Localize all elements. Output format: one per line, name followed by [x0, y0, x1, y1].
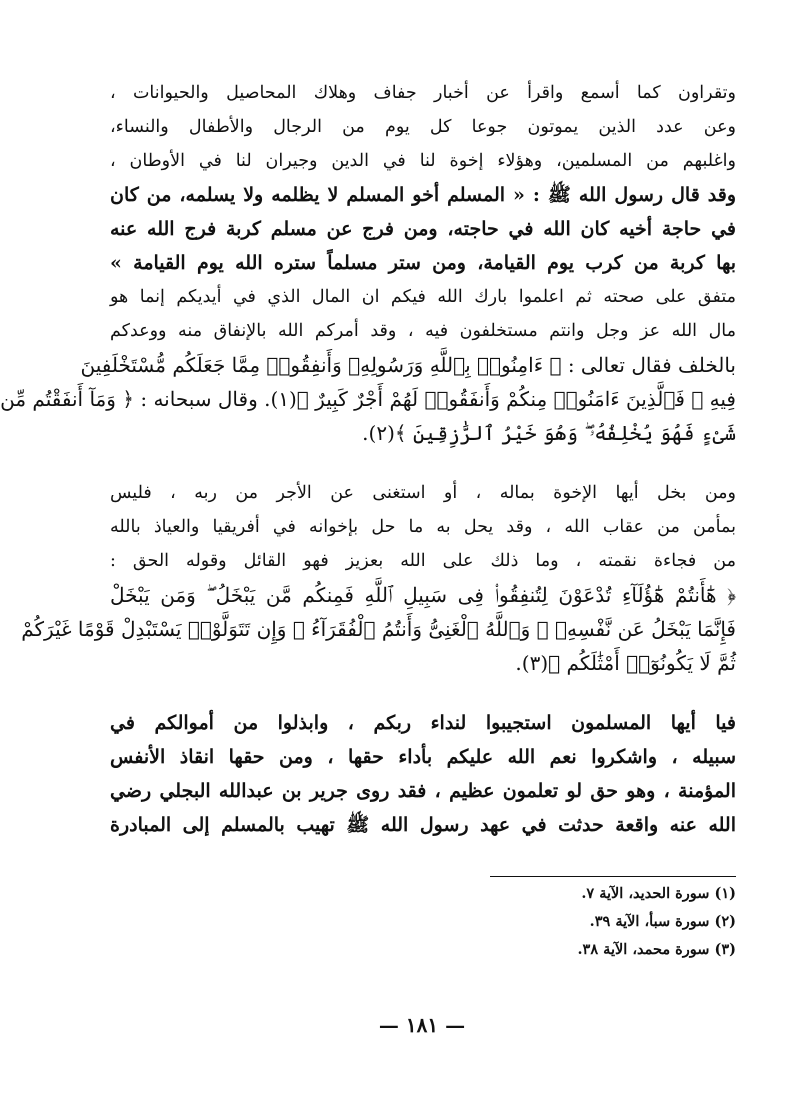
text-line: وعن عدد الذين يموتون جوعا كل يوم من الرجال والأطفال والنساء،	[110, 117, 736, 137]
quran-verse-line: ثُمَّ لَا يَكُونُوٓا۟ أَمْثَٰلَكُم ﴾(٣).	[515, 651, 736, 675]
quran-verse-line: شَىْءٍ فَهُوَ يُخْلِفُهُۥ ۖ وَهُوَ خَيْرُ ٱلرَّٰزِقِينَ ﴾(٢).	[362, 421, 736, 445]
text-line: مال الله عز وجل وانتم مستخلفون فيه ، وقد أمركم الله بالإنفاق منه ووعدكم	[110, 321, 736, 341]
text-line: بمأمن من عقاب الله ، وقد يحل به ما حل بإخوانه في أفريقيا والعياذ بالله	[110, 517, 736, 537]
hadith-line: بها كربة من كرب يوم القيامة، ومن ستر مسلماً ستره الله يوم القيامة »	[110, 252, 736, 274]
quran-verse-line: فِيهِ ۖ فَٱلَّذِينَ ءَامَنُوا۟ مِنكُمْ وَأَنفَقُوا۟ لَهُمْ أَجْرٌ كَبِيرٌ ﴾(١). وقال سبحانه : ﴿ وَمَآ أَنفَقْتُم مِّن	[0, 387, 736, 411]
hadith-line: في حاجة أخيه كان الله في حاجته، ومن فرج عن مسلم كربة فرج الله عنه	[110, 218, 736, 240]
footnote: (١) سورة الحديد، الآية ٧.	[581, 885, 736, 902]
text-line: من فجاءة نقمته ، وما ذلك على الله بعزيز فهو القائل وقوله الحق :	[110, 551, 736, 571]
footnote: (٢) سورة سبأ، الآية ٣٩.	[589, 913, 736, 930]
text-line: فيا أيها المسلمون استجيبوا لنداء ربكم ، وابذلوا من أموالكم في	[110, 712, 736, 734]
footnotes	[436, 880, 736, 964]
text-line: واغلبهم من المسلمين، وهؤلاء إخوة لنا في الدين وجيران لنا في الأوطان ،	[110, 151, 736, 171]
text-line: المؤمنة ، وهو حق لو تعلمون عظيم ، فقد روى جرير بن عبدالله البجلي رضي	[110, 780, 736, 802]
page-body	[0, 76, 736, 842]
page-number: — ١٨١ —	[378, 1013, 466, 1037]
quran-verse-line: بالخلف فقال تعالى : ﴿ ءَامِنُوا۟ بِٱللَّهِ وَرَسُولِهِۦ وَأَنفِقُوا۟ مِمَّا جَعَلَكُم مُّسْتَخْلَفِينَ	[80, 353, 736, 377]
text-line: متفق على صحته ثم اعلموا بارك الله فيكم ان المال الذي في أيديكم إنما هو	[110, 287, 736, 307]
footnote: (٣) سورة محمد، الآية ٣٨.	[577, 941, 736, 958]
quran-verse-line: فَإِنَّمَا يَبْخَلُ عَن نَّفْسِهِۦ ۚ وَٱللَّهُ ٱلْغَنِىُّ وَأَنتُمُ ٱلْفُقَرَآءُ ۚ وَإِن تَتَوَلَّوْا۟ يَسْتَبْدِلْ قَوْمًا غَيْرَكُمْ	[21, 617, 736, 641]
hadith-line: وقد قال رسول الله ﷺ : « المسلم أخو المسلم لا يظلمه ولا يسلمه، من كان	[110, 184, 736, 206]
quran-verse-line: ﴿ هَٰٓأَنتُمْ هَٰٓؤُلَآءِ تُدْعَوْنَ لِتُنفِقُوا۟ فِى سَبِيلِ ٱللَّهِ فَمِنكُم مَّن يَبْخَلُ ۖ وَمَن يَبْخَلْ	[110, 583, 736, 607]
text-line: سبيله ، واشكروا نعم الله عليكم بأداء حقها ، ومن حقها انقاذ الأنفس	[110, 746, 736, 768]
text-line: وتقراون كما أسمع واقرأ عن أخبار جفاف وهلاك المحاصيل والحيوانات ،	[110, 83, 736, 103]
text-line: الله عنه واقعة حدثت في عهد رسول الله ﷺ تهيب بالمسلم إلى المبادرة	[110, 814, 736, 836]
text-line: ومن بخل أيها الإخوة بماله ، أو استغنى عن الأجر من ربه ، فليس	[110, 483, 736, 503]
footnote-divider	[490, 876, 736, 877]
